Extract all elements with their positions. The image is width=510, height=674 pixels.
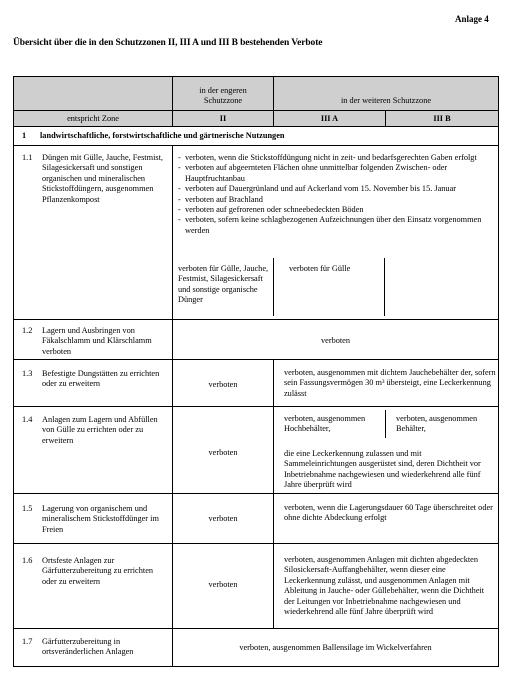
row-number: 1.6 bbox=[22, 556, 33, 565]
prohibition-item: - verboten, wenn die Stickstoffdüngung nicht in zeit- und bedarfsgerechten Gaben erfolgt bbox=[178, 153, 492, 163]
rule bbox=[13, 145, 499, 146]
rule bbox=[385, 410, 386, 438]
rule bbox=[13, 359, 499, 360]
row-number: 1.1 bbox=[22, 153, 33, 162]
row-value-zone3: verboten, wenn die Lagerungsdauer 60 Tage überschreitet oder ohne dichte Abdeckung erfolgt bbox=[284, 503, 493, 523]
rule bbox=[273, 543, 274, 628]
rule bbox=[273, 258, 274, 316]
rule bbox=[13, 126, 499, 127]
row-number: 1.3 bbox=[22, 369, 33, 378]
prohibition-item: - verboten auf Dauergrünland und auf Ackerland vom 15. November bis 15. Januar bbox=[178, 184, 492, 194]
section-number: 1 bbox=[22, 131, 27, 140]
prohibition-list bbox=[178, 153, 492, 236]
rule bbox=[13, 628, 499, 629]
rule bbox=[13, 110, 499, 111]
row-value-zone2: verboten bbox=[208, 380, 238, 389]
row-item: Ortsfeste Anlagen zur Gärfutterzubereitung zu errichten oder zu erweitern bbox=[42, 556, 154, 586]
rule bbox=[273, 493, 274, 543]
row-value-zone3b: verboten, ausgenommen Behälter, bbox=[396, 414, 478, 434]
rule bbox=[172, 359, 173, 666]
rule bbox=[273, 406, 274, 493]
row-value-zone2: verboten bbox=[208, 448, 238, 457]
rule bbox=[498, 76, 499, 667]
row-item: Lagerung von organischem und mineralischem Stickstoffdünger im Freien bbox=[42, 504, 159, 534]
row-item: Düngen mit Gülle, Jauche, Festmist, Silagesickersaft und sonstigen organischen und mineralischen Stickstoffdüngern, ausgenommen Pflanzenkompost bbox=[42, 153, 163, 204]
header-narrow-zone: in der engeren Schutzzone bbox=[199, 86, 247, 106]
document-heading: Übersicht über die in den Schutzzonen II, III A und III B bestehenden Verbote bbox=[13, 38, 323, 48]
annex-label: Anlage 4 bbox=[455, 14, 489, 24]
row-value-all-zones: verboten, ausgenommen Ballensilage im Wickelverfahren bbox=[239, 643, 432, 652]
row-item: Anlagen zum Lagern und Abfüllen von Gülle zu errichten oder zu erweitern bbox=[42, 415, 158, 445]
zone3a-extra: verboten für Gülle bbox=[289, 264, 351, 273]
row-value-all-zones: verboten bbox=[320, 336, 351, 345]
row-number: 1.7 bbox=[22, 637, 33, 646]
rule bbox=[13, 493, 499, 494]
row-item: Lagern und Ausbringen von Fäkalschlamm und Klärschlamm verboten bbox=[42, 326, 152, 356]
header-zone-3b: III B bbox=[433, 114, 451, 123]
rule bbox=[273, 359, 274, 406]
prohibition-item: - verboten auf gefrorenen oder schneebedeckten Böden bbox=[178, 205, 492, 215]
rule bbox=[384, 258, 385, 316]
row-value-zone3: verboten, ausgenommen Anlagen mit dichten abgedeckten Silosickersaft-Auffangbehälter, wenn dieser eine Leckerkennung zulässt, und ausgenommen Anlagen mit Ableitung in Jauche- oder Güllebehälter, wenn die Dichtheit der Leitungen vor Inbetriebnahme nachgewiesen und wiederkehrend alle fünf Jahre überprüft wird bbox=[284, 555, 485, 617]
rule bbox=[13, 406, 499, 407]
rule bbox=[13, 76, 14, 667]
row-value-zone2: verboten bbox=[208, 514, 238, 523]
row-number: 1.4 bbox=[22, 415, 33, 424]
row-value-zone3-common: die eine Leckerkennung zulassen und mit Sammeleinrichtungen ausgerüstet sind, deren Dichtheit vor Inbetriebnahme nachgewiesen und wiederkehrend alle fünf Jahre überprüft wird bbox=[284, 449, 481, 490]
rule bbox=[13, 319, 499, 320]
row-number: 1.2 bbox=[22, 326, 33, 335]
prohibition-item: - verboten auf Brachland bbox=[178, 195, 492, 205]
rule bbox=[13, 76, 499, 77]
row-item: Befestigte Dungstätten zu errichten oder zu erweitern bbox=[42, 369, 160, 389]
row-value-zone3a: verboten, ausgenommen Hochbehälter, bbox=[284, 414, 366, 434]
zone2-extra: verboten für Gülle, Jauche, Festmist, Silagesickersaft und sonstige organische Dünger bbox=[178, 264, 269, 305]
header-zone-2: II bbox=[219, 114, 227, 123]
row-number: 1.5 bbox=[22, 504, 33, 513]
prohibition-item: - verboten auf abgeernteten Flächen ohne unmittelbar folgenden Zwischen- oder Hauptfruchtanbau bbox=[178, 163, 492, 184]
rule bbox=[172, 145, 173, 359]
rule bbox=[13, 543, 499, 544]
row-item: Gärfutterzubereitung in ortsveränderlichen Anlagen bbox=[42, 637, 134, 657]
row-value-zone2: verboten bbox=[208, 580, 238, 589]
prohibition-item: - verboten, sofern keine schlagbezogenen Aufzeichnungen über den Einsatz vorgenommen werden bbox=[178, 215, 492, 236]
row-value-zone3: verboten, ausgenommen mit dichtem Jauchebehälter der, sofern sein Fassungsvermögen 30 m³ übersteigt, eine Leckerkennung zulässt bbox=[284, 368, 496, 398]
rule bbox=[13, 666, 499, 667]
section-title: landwirtschaftliche, forstwirtschaftliche und gärtnerische Nutzungen bbox=[40, 131, 285, 140]
header-zone-label: entspricht Zone bbox=[67, 114, 119, 123]
header-zone-3a: III A bbox=[320, 114, 339, 123]
header-wide-zone: in der weiteren Schutzzone bbox=[340, 96, 432, 105]
